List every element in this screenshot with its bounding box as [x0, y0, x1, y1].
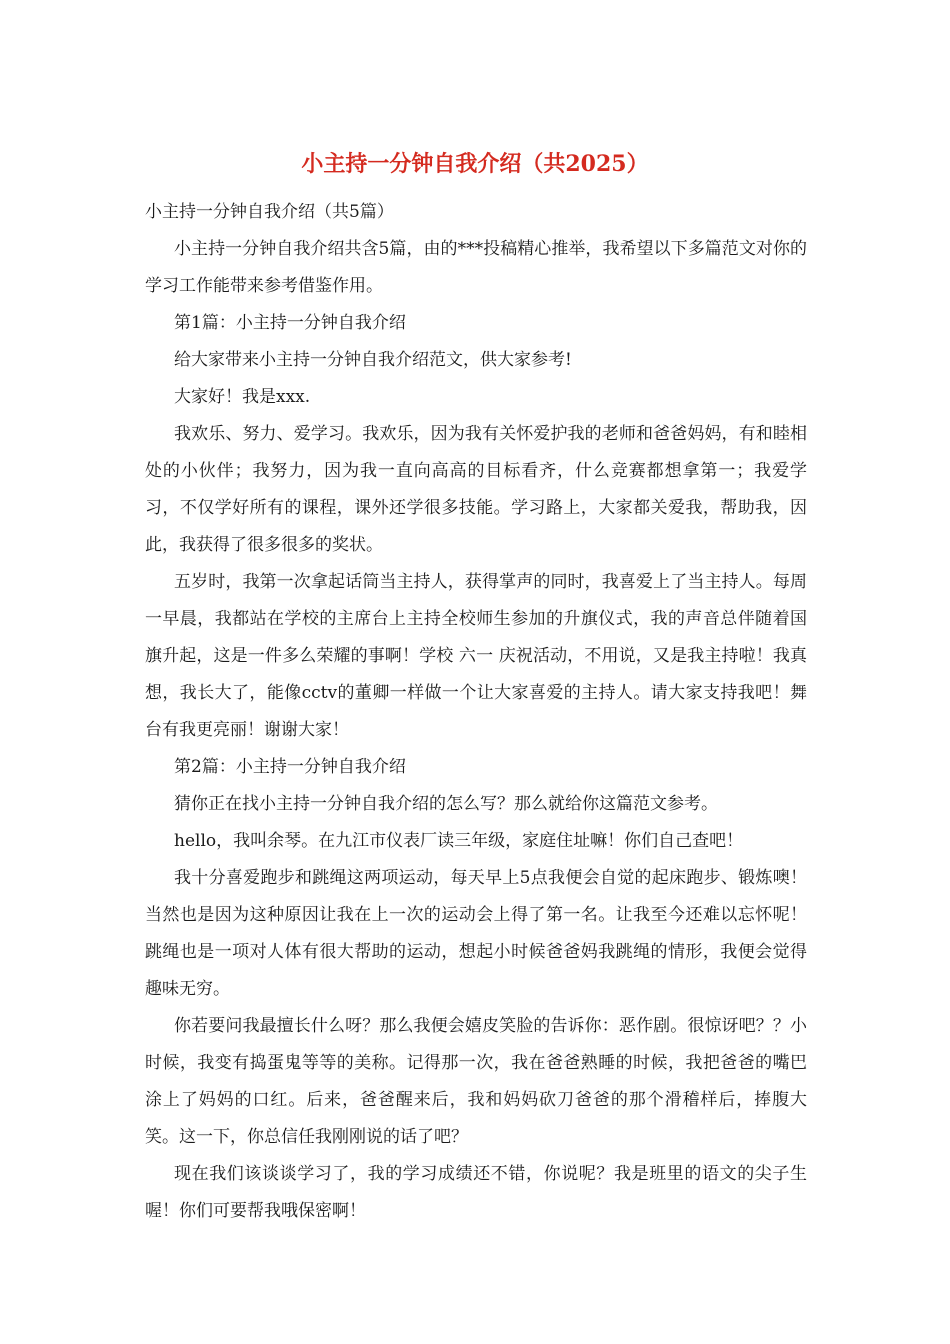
document-title: 小主持一分钟自我介绍（共2025） — [301, 151, 649, 177]
section-heading-2: 第2篇：小主持一分钟自我介绍 — [174, 757, 406, 777]
paragraph-intro: 小主持一分钟自我介绍共含5篇，由的***投稿精心推举，我希望以下多篇范文对你的学习工作能带来参考借鉴作用。 — [145, 239, 807, 296]
paragraph: 大家好！我是xxx. — [174, 387, 311, 407]
paragraph: hello，我叫余琴。在九江市仪表厂读三年级，家庭住址嘛！你们自己查吧！ — [174, 831, 744, 851]
paragraph: 你若要问我最擅长什么呀？那么我便会嬉皮笑脸的告诉你：恶作剧。很惊讶吧？？小时候，我变有捣蛋鬼等等的美称。记得那一次，我在爸爸熟睡的时候，我把爸爸的嘴巴涂上了妈妈的口红。后来，爸爸醒来后，我和妈妈砍刀爸爸的那个滑稽样后，捧腹大笑。这一下，你总信任我刚刚说的话了吧？ — [145, 1016, 807, 1147]
paragraph: 猜你正在找小主持一分钟自我介绍的怎么写？那么就给你这篇范文参考。 — [174, 794, 718, 814]
paragraph: 我欢乐、努力、爱学习。我欢乐，因为我有关怀爱护我的老师和爸爸妈妈，有和睦相处的小伙伴；我努力，因为我一直向高高的目标看齐，什么竞赛都想拿第一；我爱学习，不仅学好所有的课程，课外还学很多技能。学习路上，大家都关爱我，帮助我，因此，我获得了很多很多的奖状。 — [145, 424, 807, 555]
paragraph: 五岁时，我第一次拿起话筒当主持人，获得掌声的同时，我喜爱上了当主持人。每周一早晨，我都站在学校的主席台上主持全校师生参加的升旗仪式，我的声音总伴随着国旗升起，这是一件多么荣耀的事啊！学校 六一 庆祝活动，不用说，又是我主持啦！我真想，我长大了，能像cctv的董卿一样做一个让大家喜爱的主持人。请大家支持我吧！舞台有我更亮丽！谢谢大家！ — [145, 572, 807, 740]
document-body — [145, 194, 807, 1230]
section-heading-1: 第1篇：小主持一分钟自我介绍 — [174, 313, 406, 333]
paragraph: 现在我们该谈谈学习了，我的学习成绩还不错，你说呢？我是班里的语文的尖子生喔！你们可要帮我哦保密啊！ — [145, 1164, 807, 1221]
paragraph: 我十分喜爱跑步和跳绳这两项运动，每天早上5点我便会自觉的起床跑步、锻炼噢！当然也是因为这种原因让我在上一次的运动会上得了第一名。让我至今还难以忘怀呢！跳绳也是一项对人体有很大帮助的运动，想起小时候爸爸妈我跳绳的情形，我便会觉得趣味无穷。 — [145, 868, 807, 999]
paragraph: 给大家带来小主持一分钟自我介绍范文，供大家参考! — [174, 350, 572, 370]
paragraph-subtitle: 小主持一分钟自我介绍（共5篇） — [145, 202, 394, 222]
